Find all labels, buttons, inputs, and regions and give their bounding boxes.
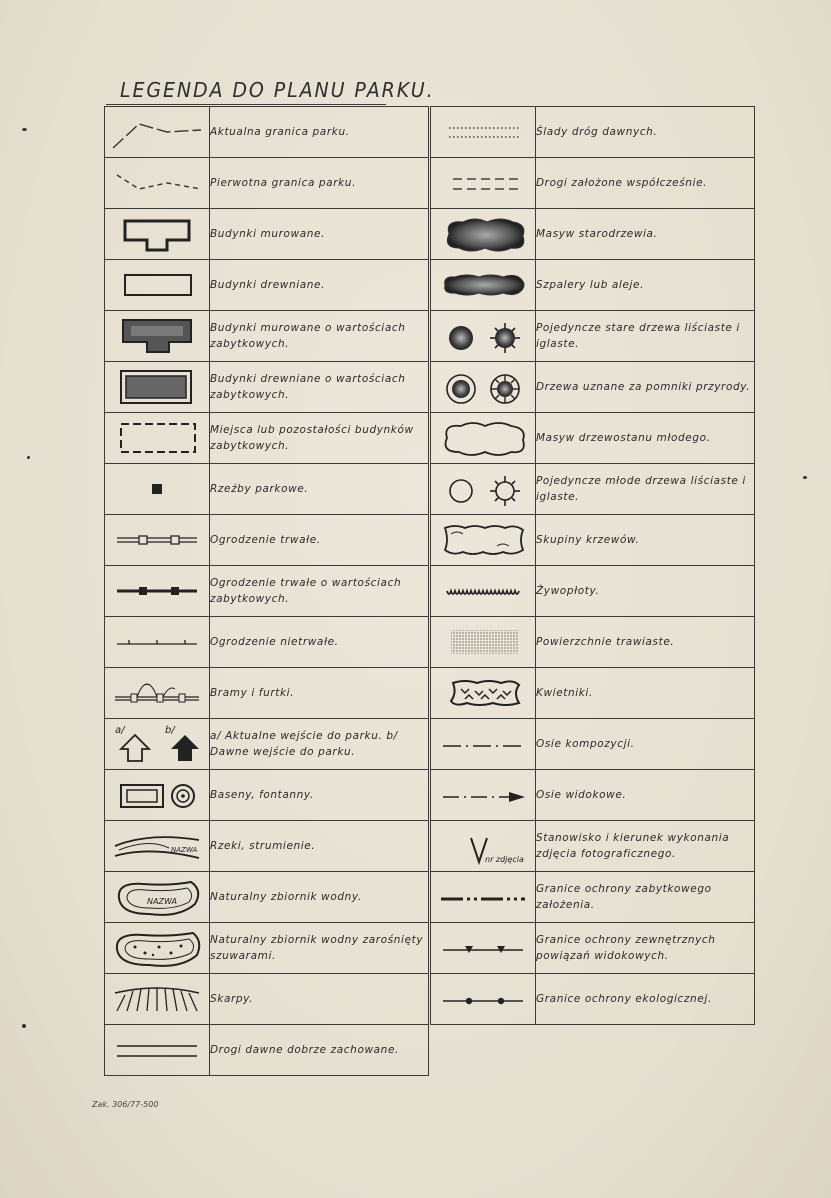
legend-symbol-cell <box>431 260 536 311</box>
legend-symbol-cell <box>431 464 536 515</box>
legend-label: Kwietniki. <box>536 668 755 719</box>
legend-symbol-cell <box>431 821 536 872</box>
paper-speck <box>803 476 807 479</box>
legend-symbol-cell <box>105 464 210 515</box>
legend-label: Miejsca lub pozostałości budynków zabytkowych. <box>210 413 429 464</box>
legend-label: Naturalny zbiornik wodny zarośnięty szuwarami. <box>210 923 429 974</box>
legend-table-left <box>104 106 429 1076</box>
legend-symbol-cell <box>105 260 210 311</box>
legend-label: Budynki drewniane. <box>210 260 429 311</box>
legend-row <box>105 158 429 209</box>
entrance-label-b: b/ <box>165 725 175 736</box>
legend-symbol-cell <box>105 1025 210 1076</box>
legend-symbol-cell <box>105 974 210 1025</box>
legend-label: Budynki murowane o wartościach zabytkowych. <box>210 311 429 362</box>
legend-symbol-cell <box>431 413 536 464</box>
pond-name-label: NAZWA <box>147 897 177 906</box>
entrance-label-a: a/ <box>115 725 125 736</box>
heritage-protection-border-icon <box>435 875 531 919</box>
external-view-protection-border-icon <box>435 926 531 970</box>
legend-row <box>105 974 429 1025</box>
legend-label: Bramy i furtki. <box>210 668 429 719</box>
original-park-boundary-icon <box>109 161 205 205</box>
escarpment-icon <box>109 977 205 1021</box>
legend-symbol-cell <box>431 617 536 668</box>
flowerbeds-icon <box>435 671 531 715</box>
legend-row <box>105 719 429 770</box>
building-remains-icon <box>109 416 205 460</box>
legend-row <box>431 107 755 158</box>
legend-symbol-cell <box>431 158 536 209</box>
natural-pond-icon <box>109 874 205 920</box>
legend-label: Aktualna granica parku. <box>210 107 429 158</box>
legend-label: Ogrodzenie trwałe o wartościach zabytkowych. <box>210 566 429 617</box>
legend-symbol-cell <box>431 515 536 566</box>
legend-label: Rzeki, strumienie. <box>210 821 429 872</box>
legend-row <box>431 923 755 974</box>
page-title: LEGENDA DO PLANU PARKU. <box>120 78 435 102</box>
legend-label: Masyw drzewostanu młodego. <box>536 413 755 464</box>
legend-symbol-cell <box>105 566 210 617</box>
alley-icon <box>435 263 531 307</box>
monument-trees-icon <box>435 365 531 409</box>
legend-row <box>431 158 755 209</box>
legend-label: Skupiny krzewów. <box>536 515 755 566</box>
entrance-arrows-icon <box>109 721 205 767</box>
historic-brick-building-icon <box>109 314 205 358</box>
legend-label: Pojedyncze młode drzewa liściaste i iglaste. <box>536 464 755 515</box>
legend-symbol-cell <box>105 668 210 719</box>
temporary-fence-icon <box>109 620 205 664</box>
legend-row <box>105 923 429 974</box>
legend-label: Drzewa uznane za pomniki przyrody. <box>536 362 755 413</box>
legend-row <box>431 413 755 464</box>
grass-areas-icon <box>435 620 531 664</box>
photo-number-label: nr zdjęcia <box>485 855 524 864</box>
legend-row <box>105 107 429 158</box>
legend-symbol-cell <box>105 719 210 770</box>
legend-label: Powierzchnie trawiaste. <box>536 617 755 668</box>
legend-label: Ogrodzenie nietrwałe. <box>210 617 429 668</box>
legend-row <box>431 719 755 770</box>
legend-label: a/ Aktualne wejście do parku. b/ Dawne wejście do parku. <box>210 719 429 770</box>
legend-row <box>431 566 755 617</box>
legend-label: Budynki murowane. <box>210 209 429 260</box>
ecological-protection-border-icon <box>435 977 531 1021</box>
legend-label: Rzeźby parkowe. <box>210 464 429 515</box>
legend-symbol-cell <box>105 311 210 362</box>
legend-label: Granice ochrony ekologicznej. <box>536 974 755 1025</box>
legend-label: Ogrodzenie trwałe. <box>210 515 429 566</box>
legend-symbol-cell <box>431 362 536 413</box>
composition-axes-icon <box>435 722 531 766</box>
legend-label: Granice ochrony zewnętrznych powiązań widokowych. <box>536 923 755 974</box>
legend-symbol-cell <box>431 872 536 923</box>
sculpture-icon <box>109 467 205 511</box>
legend-row <box>105 770 429 821</box>
legend-label: Skarpy. <box>210 974 429 1025</box>
modern-roads-icon <box>435 161 531 205</box>
paper-speck <box>22 1024 26 1028</box>
legend-symbol-cell <box>105 515 210 566</box>
legend-row <box>105 515 429 566</box>
legend-row <box>431 770 755 821</box>
young-tree-mass-icon <box>435 416 531 460</box>
legend-label: Szpalery lub aleje. <box>536 260 755 311</box>
legend-row <box>431 617 755 668</box>
legend-row <box>431 260 755 311</box>
wooden-building-icon <box>109 263 205 307</box>
hedges-icon <box>435 569 531 613</box>
legend-row <box>105 617 429 668</box>
legend-symbol-cell <box>431 209 536 260</box>
gates-icon <box>109 671 205 715</box>
pools-fountains-icon <box>109 773 205 817</box>
legend-row <box>431 311 755 362</box>
legend-symbol-cell <box>105 107 210 158</box>
legend-symbol-cell <box>105 821 210 872</box>
old-roads-icon <box>109 1028 205 1072</box>
legend-label: Pojedyncze stare drzewa liściaste i iglaste. <box>536 311 755 362</box>
legend-row <box>105 260 429 311</box>
legend-row <box>431 515 755 566</box>
legend-row <box>105 209 429 260</box>
legend-row <box>105 566 429 617</box>
legend-row <box>431 668 755 719</box>
legend-label: Ślady dróg dawnych. <box>536 107 755 158</box>
print-reference: Zak. 306/77-500 <box>92 1100 159 1109</box>
legend-label: Baseny, fontanny. <box>210 770 429 821</box>
photo-position-icon <box>431 824 535 868</box>
historic-fence-icon <box>109 569 205 613</box>
legend-row <box>105 311 429 362</box>
legend-symbol-cell <box>105 617 210 668</box>
legend-symbol-cell <box>105 923 210 974</box>
legend-symbol-cell <box>431 770 536 821</box>
paper-speck <box>27 456 30 459</box>
paper-speck <box>22 128 27 131</box>
legend-symbol-cell <box>105 770 210 821</box>
legend-row <box>431 209 755 260</box>
old-road-traces-icon <box>435 110 531 154</box>
legend-row <box>431 974 755 1025</box>
legend-symbol-cell <box>431 974 536 1025</box>
legend-symbol-cell <box>431 566 536 617</box>
river-icon <box>109 824 205 868</box>
legend-row <box>105 362 429 413</box>
legend-symbol-cell <box>105 209 210 260</box>
legend-label: Budynki drewniane o wartościach zabytkowych. <box>210 362 429 413</box>
legend-symbol-cell <box>431 311 536 362</box>
legend-label: Drogi założone współcześnie. <box>536 158 755 209</box>
legend-symbol-cell <box>431 668 536 719</box>
legend-row <box>431 362 755 413</box>
permanent-fence-icon <box>109 518 205 562</box>
current-park-boundary-icon <box>109 110 205 154</box>
legend-label: Drogi dawne dobrze zachowane. <box>210 1025 429 1076</box>
legend-label: Żywopłoty. <box>536 566 755 617</box>
legend-row <box>431 821 755 872</box>
legend-row <box>105 1025 429 1076</box>
legend-row <box>105 413 429 464</box>
overgrown-pond-icon <box>109 925 205 971</box>
legend-symbol-cell <box>105 413 210 464</box>
legend-label: Masyw starodrzewia. <box>536 209 755 260</box>
legend-row <box>105 821 429 872</box>
legend-symbol-cell <box>431 923 536 974</box>
historic-wooden-building-icon <box>109 365 205 409</box>
legend-row <box>431 872 755 923</box>
legend-symbol-cell <box>431 719 536 770</box>
legend-row <box>431 464 755 515</box>
single-old-trees-icon <box>435 314 531 358</box>
legend-symbol-cell <box>105 872 210 923</box>
legend-symbol-cell <box>105 158 210 209</box>
single-young-trees-icon <box>435 467 531 511</box>
legend-row <box>105 464 429 515</box>
brick-building-icon <box>109 212 205 256</box>
legend-table-right <box>430 106 755 1025</box>
legend-label: Granice ochrony zabytkowego założenia. <box>536 872 755 923</box>
legend-symbol-cell <box>431 107 536 158</box>
legend-label: Osie widokowe. <box>536 770 755 821</box>
legend-symbol-cell <box>105 362 210 413</box>
view-axes-icon <box>435 773 531 817</box>
legend-row <box>105 668 429 719</box>
river-name-label: NAZWA <box>171 846 198 854</box>
old-tree-mass-icon <box>435 212 531 256</box>
legend-label: Naturalny zbiornik wodny. <box>210 872 429 923</box>
legend-label: Osie kompozycji. <box>536 719 755 770</box>
title-underline <box>106 104 386 105</box>
legend-label: Stanowisko i kierunek wykonania zdjęcia fotograficznego. <box>536 821 755 872</box>
shrub-groups-icon <box>435 518 531 562</box>
legend-label: Pierwotna granica parku. <box>210 158 429 209</box>
legend-row <box>105 872 429 923</box>
